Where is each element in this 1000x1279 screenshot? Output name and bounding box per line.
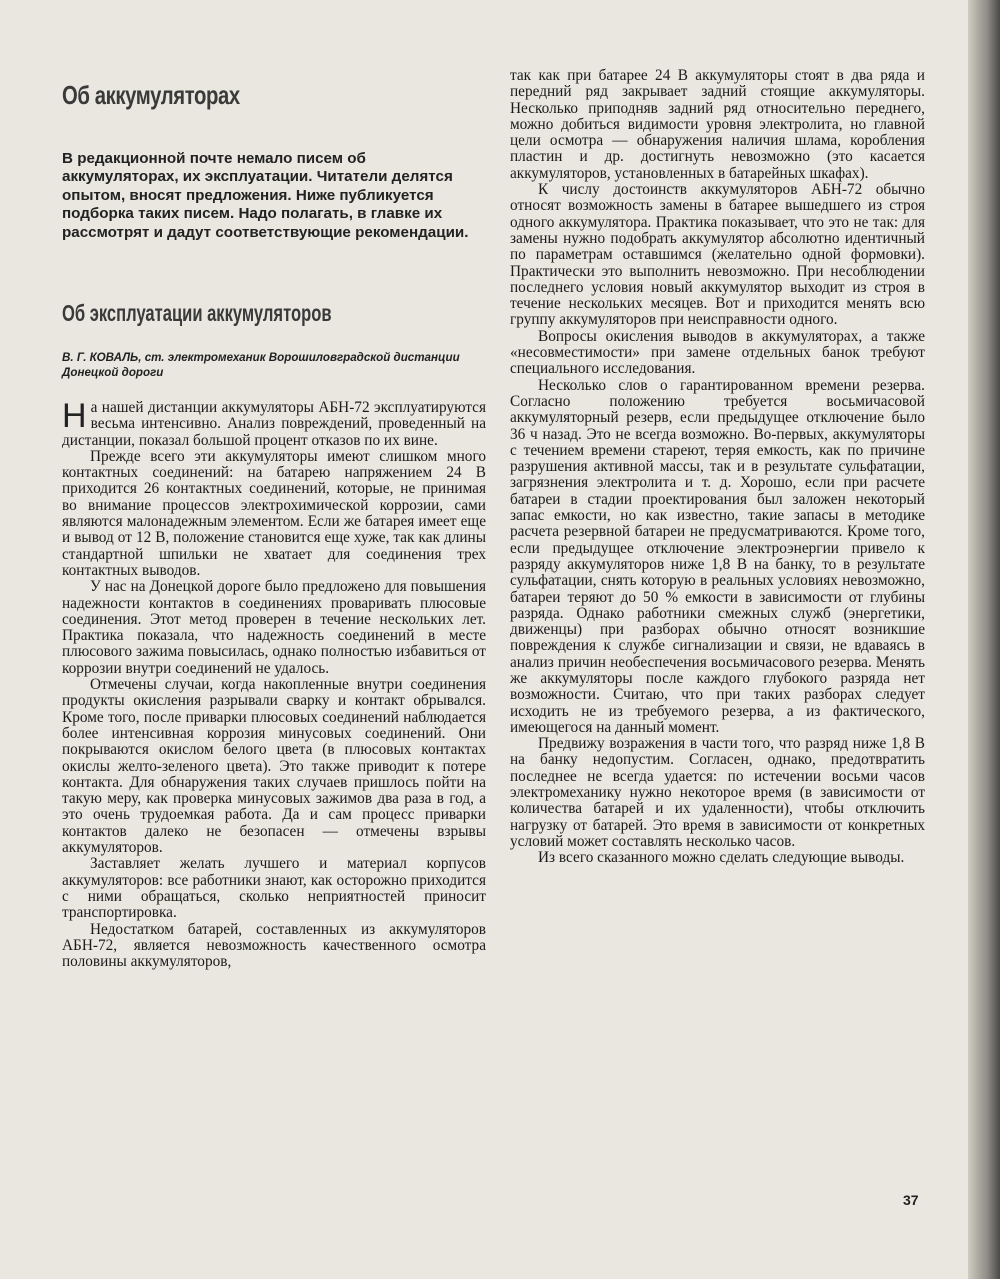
paragraph: Отмечены случаи, когда накопленные внутри соединения продукты окисления разрывали сварку и контакт обрывался. Кроме того, после приварки плюсовых соединений наблюдается более интенсивная коррозия минусовых соединений. Они покрываются окислом белого цвета (в плюсовых контактах окислы желто-зеленого цвета). Это также приводит к потере контакта. Для обнаружения таких случаев пришлось пойти на такую меру, как проверка минусовых зажимов два раза в год, а это очень трудоемкая работа. Да и сам процесс приварки контактов далеко не безопасен — отмечены взрывы аккумуляторов. xyxy=(62,676,486,857)
paragraph: К числу достоинств аккумуляторов АБН-72 обычно относят возможность замены в батарее вышедшего из строя одного аккумулятора. Практика показывает, что это не так: для замены нужно подобрать аккумулятор абсолютно идентичный по параметрам оставшимся (желательно одной формовки). Практически это выполнить невозможно. При несоблюдении последнего условия новый аккумулятор выходит из строя в течение нескольких месяцев. Вот и приходится менять всю группу аккумуляторов при неисправности одного. xyxy=(510,181,925,329)
left-column-body xyxy=(62,397,486,971)
article-title: Об аккумуляторах xyxy=(62,80,240,110)
paragraph: Прежде всего эти аккумуляторы имеют слишком много контактных соединений: на батарею напряжением 24 В приходится 26 контактных соединений, которые, не принимая во внимание процессов электрохимической коррозии, сами являются малонадежным элементом. Если же батарея имеет еще и вывод от 12 В, положение становится еще хуже, так как длины стандартной шпильки не хватает для соединения трех контактных выводов. xyxy=(62,447,486,579)
paragraph: На нашей дистанции аккумуляторы АБН-72 эксплуатируются весьма интенсивно. Анализ повреждений, проведенный на дистанции, показал большой процент отказов по их вине. xyxy=(62,397,486,449)
author-byline: В. Г. КОВАЛЬ, ст. электромеханик Ворошиловградской дистанции Донецкой дороги xyxy=(62,351,460,379)
drop-cap: Н xyxy=(62,397,87,435)
section-title: Об эксплуатации аккумуляторов xyxy=(62,300,332,326)
paragraph: так как при батарее 24 В аккумуляторы стоят в два ряда и передний ряд закрывает задний стоящие аккумуляторы. Несколько приподняв задний ряд относительно переднего, можно добиться видимости уровня электролита, но главной цели осмотра — обнаружения наличия шлама, коробления пластин и др. достигнуть невозможно (это касается аккумуляторов, установленных в батарейных шкафах). xyxy=(510,67,925,182)
article-intro: В редакционной почте немало писем об аккумуляторах, их эксплуатации. Читатели делятся опытом, вносят предложения. Ниже публикуется подборка таких писем. Надо полагать, в главке их рассмотрят и дадут соответствующие рекомендации. xyxy=(62,150,469,241)
paragraph: У нас на Донецкой дороге было предложено для повышения надежности контактов в соединениях проваривать плюсовые соединения. Этот метод проверен в течение нескольких лет. Практика показала, что надежность соединений в месте плюсового зажима повысилась, однако полностью избавиться от коррозии внутри соединений не удалось. xyxy=(62,578,486,677)
paragraph: Вопросы окисления выводов в аккумуляторах, а также «несовместимости» при замене отдельных банок требуют специального исследования. xyxy=(510,327,925,378)
paragraph: Предвижу возражения в части того, что разряд ниже 1,8 В на банку недопустим. Согласен, однако, предотвратить последнее не всегда удается: по истечении восьми часов электромеханику нужно некоторое время (в зависимости от количества батарей и их удаленности), чтобы отключить нагрузку от батарей. Это время в зависимости от конкретных условий может составлять несколько часов. xyxy=(510,735,925,850)
page-number: 37 xyxy=(903,1192,919,1208)
paragraph: Несколько слов о гарантированном времени резерва. Согласно положению требуется восьмичасовой аккумуляторный резерв, если предыдущее отключение было 36 ч назад. Это не всегда возможно. Во-первых, аккумуляторы с течением времени стареют, теряя емкость, как по причине разрушения активной массы, так и в результате сульфатации, загрязнения электролита и т. д. Хорошо, если при расчете батареи в стадии проектирования был заложен некоторый запас емкости, но как известно, такие запасы в методике расчета резервной батареи не предусматриваются. Кроме того, если предыдущее отключение электроэнергии привело к разряду аккумуляторов ниже 1,8 В на банку, то в результате сульфатации, снять которую в реальных условиях невозможно, батареи теряют до 50 % емкости в зависимости от глубины разряда. Однако работники смежных служб (энергетики, движенцы) при разборах обычно относят возникшие повреждения к службе сигнализации и связи, не вдаваясь в анализ причин необеспечения восьмичасового резерва. Менять же аккумуляторы после каждого глубокого разряда нет возможности. Считаю, что при таких разборах следует исходить не из требуемого резерва, а из фактического, имеющегося на данный момент. xyxy=(510,376,925,736)
right-column-body xyxy=(510,68,925,867)
paragraph: Заставляет желать лучшего и материал корпусов аккумуляторов: все работники знают, как осторожно приходится с ними обращаться, сколько неприятностей приносит транспортировка. xyxy=(62,855,486,922)
paragraph: Недостатком батарей, составленных из аккумуляторов АБН-72, является невозможность качественного осмотра половины аккумуляторов, xyxy=(62,920,486,971)
paragraph: Из всего сказанного можно сделать следующие выводы. xyxy=(538,849,905,867)
page-edge-shadow xyxy=(968,0,1000,1279)
